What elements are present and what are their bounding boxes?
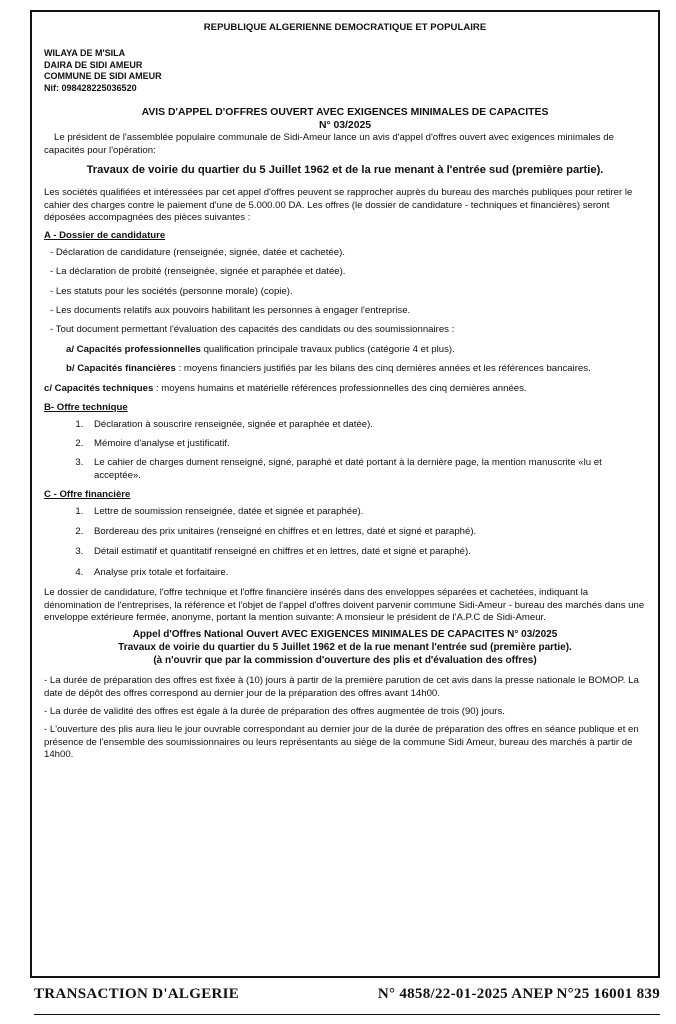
- envelope-notice-line-3: (à n'ouvrir que par la commission d'ouverture des plis et d'évaluation des offres): [153, 654, 537, 666]
- notice-frame: [30, 10, 660, 978]
- section-a-item: - Les documents relatifs aux pouvoirs habilitant les personnes à engager l'entreprise.: [50, 305, 411, 317]
- envelope-notice-line-2: Travaux de voirie du quartier du 5 Juillet 1962 et de la rue menant l'entrée sud (première partie).: [118, 641, 572, 653]
- section-c-item: 1. Lettre de soumission renseignée, datée et signée et paraphée).: [86, 506, 646, 518]
- newspaper-name: TRANSACTION D'ALGERIE: [34, 986, 240, 1002]
- capacity-technical: [44, 383, 646, 395]
- envelope-notice-line-1: Appel d'Offres National Ouvert AVEC EXIGENCES MINIMALES DE CAPACITES N° 03/2025: [132, 629, 558, 641]
- section-a-item: - Tout document permettant l'évaluation des capacités des candidats ou des soumissionnaires :: [50, 324, 455, 336]
- section-a-heading: A - Dossier de candidature: [44, 230, 166, 242]
- project-title: Travaux de voirie du quartier du 5 Juillet 1962 et de la rue menant à l'entrée sud (première partie).: [86, 164, 604, 177]
- capacity-label: b/ Capacités financières: [66, 363, 176, 375]
- daira-line: DAIRA DE SIDI AMEUR: [44, 59, 143, 70]
- title-line-1: AVIS D'APPEL D'OFFRES OUVERT AVEC EXIGENCES MINIMALES DE CAPACITES: [141, 107, 549, 119]
- publication-reference: N° 4858/22-01-2025 ANEP N°25 16001 839: [377, 986, 660, 1002]
- section-c-item: 2. Bordereau des prix unitaires (renseigné en chiffres et en lettres, daté et signé et paraphé).: [86, 526, 646, 538]
- intro-paragraph: Le président de l'assemblée populaire communale de Sidi-Ameur lance un avis d'appel d'offres ouvert avec exigences minimales de capacités pour l'opération:: [44, 132, 614, 156]
- republic-heading: REPUBLIQUE ALGERIENNE DEMOCRATIQUE ET POPULAIRE: [203, 22, 487, 33]
- section-c-item: 3. Détail estimatif et quantitatif renseigné en chiffres et en lettres, daté et signé et paraphé).: [86, 546, 646, 558]
- section-c-list: [44, 506, 646, 580]
- section-b-item: 1. Déclaration à souscrire renseignée, signée et paraphée et datée).: [86, 419, 646, 431]
- publication-footer: [34, 986, 660, 1003]
- wilaya-line: WILAYA DE M'SILA: [44, 48, 126, 59]
- nif-line: Nif: 098428225036520: [44, 82, 137, 93]
- section-a-item: - Les statuts pour les sociétés (personne morale) (copie).: [50, 285, 293, 297]
- section-b-item: 2. Mémoire d'analyse et justificatif.: [86, 438, 646, 450]
- capacity-text: : moyens financiers justifiés par les bilans des cinq dernières années et les références bancaires.: [175, 363, 591, 375]
- section-b-list: [44, 419, 646, 483]
- capacity-text: : moyens humains et matérielle références professionnelles des cinq dernières années.: [153, 382, 527, 394]
- envelope-notice: [44, 629, 646, 667]
- submission-paragraph: Le dossier de candidature, l'offre technique et l'offre financière insérés dans des enveloppes séparées et cachetées, indiquant la dénomination de l'entreprises, la référence et l'objet de l'appel d'offres doivent parvenir commune Sidi-Ameur - bureau des marchés dans une enveloppe extérieure fermée, anonyme, portant la mention suivante: A monsieur le président de l'A.P.C de Sidi-Ameur.: [44, 587, 645, 623]
- notice-title: [44, 106, 646, 132]
- section-a-item: - La déclaration de probité (renseignée, signée et paraphée et datée).: [50, 266, 346, 278]
- capacity-financial: [44, 363, 646, 375]
- condition-item: - La durée de préparation des offres est fixée à (10) jours à partir de la première parution de cet avis dans la presse nationale le BOMOP. La date de dépôt des offres correspond au dernier jour de la préparation des offres avant 14h00.: [44, 675, 639, 699]
- capacity-professional: [44, 344, 646, 356]
- condition-item: - La durée de validité des offres est égale à la durée de préparation des offres augmentée de trois (90) jours.: [44, 705, 505, 717]
- capacity-label: c/ Capacités techniques: [44, 382, 154, 394]
- condition-item: - L'ouverture des plis aura lieu le jour ouvrable correspondant au dernier jour de la durée de préparation des offres en séance publique et en présence de l'ensemble des soumissionnaires ou leurs représentants au siège de la commune Sidi Ameur, bureau des marchés à partir de 14h00.: [44, 724, 639, 761]
- section-c-item: 4. Analyse prix totale et forfaitaire.: [86, 567, 646, 579]
- qualification-paragraph: Les sociétés qualifiées et intéressées par cet appel d'offres peuvent se rapprocher auprès du bureau des marchés publiques pour retirer le cahier des charges contre le paiement d'une de 5.000.00 DA. Les offres (le dossier de candidature - techniques et financières) seront déposées accompagnées des pièces suivantes :: [44, 187, 633, 224]
- capacity-label: a/ Capacités professionnelles: [66, 343, 201, 355]
- capacity-text: qualification principale travaux publics (catégorie 4 et plus).: [200, 343, 455, 355]
- section-a-item: - Déclaration de candidature (renseignée, signée, datée et cachetée).: [50, 246, 345, 258]
- commune-line: COMMUNE DE SIDI AMEUR: [44, 71, 162, 82]
- bottom-rule: [34, 1014, 660, 1015]
- section-b-item: 3. Le cahier de charges dument renseigné, signé, paraphé et daté portant à la dernière page, la mention manuscrite «lu et acceptée».: [86, 457, 646, 482]
- issuer-block: [44, 48, 646, 94]
- title-number: N° 03/2025: [318, 120, 372, 132]
- section-b-heading: B- Offre technique: [44, 402, 128, 414]
- section-c-heading: C - Offre financière: [44, 489, 131, 501]
